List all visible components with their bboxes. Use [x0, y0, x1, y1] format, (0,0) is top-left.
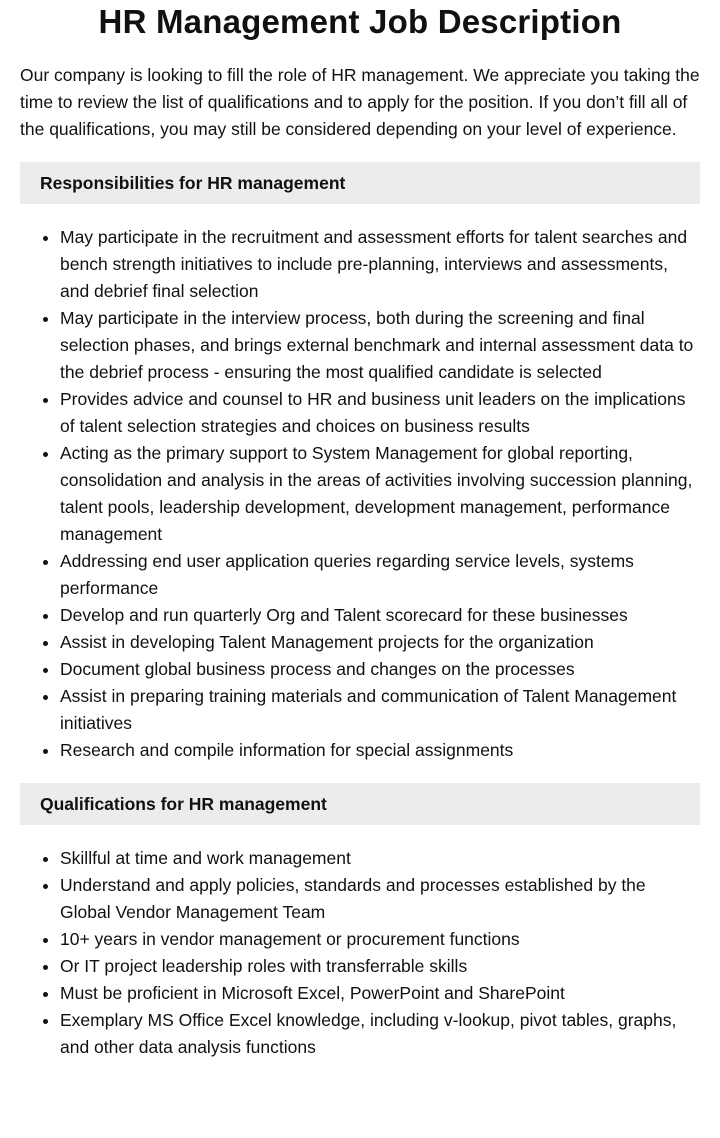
qualifications-heading: Qualifications for HR management	[20, 783, 700, 825]
list-item: • Skillful at time and work management	[60, 845, 700, 872]
list-item: • Assist in preparing training materials and communication of Talent Management initiatives	[60, 683, 700, 737]
list-item: • May participate in the recruitment and assessment efforts for talent searches and bench strength initiatives to include pre-planning, interviews and assessments, and debrief final selection	[60, 224, 700, 305]
list-item: • Must be proficient in Microsoft Excel, PowerPoint and SharePoint	[60, 980, 700, 1007]
qualifications-list	[20, 845, 700, 1061]
list-item: • Assist in developing Talent Management projects for the organization	[60, 629, 700, 656]
intro-paragraph: Our company is looking to fill the role of HR management. We appreciate you taking the time to review the list of qualifications and to apply for the position. If you don’t fill all of the qualifications, you may still be considered depending on your level of experience.	[20, 65, 700, 139]
list-item: • Exemplary MS Office Excel knowledge, including v-lookup, pivot tables, graphs, and other data analysis functions	[60, 1007, 700, 1061]
list-item: • Addressing end user application queries regarding service levels, systems performance	[60, 548, 700, 602]
list-item: • Document global business process and changes on the processes	[60, 656, 700, 683]
page-title: HR Management Job Description	[98, 3, 622, 40]
list-item: • Acting as the primary support to System Management for global reporting, consolidation and analysis in the areas of activities involving succession planning, talent pools, leadership development, development management, performance management	[60, 440, 700, 548]
list-item: • Or IT project leadership roles with transferrable skills	[60, 953, 700, 980]
list-item: • Understand and apply policies, standards and processes established by the Global Vendor Management Team	[60, 872, 700, 926]
list-item: • Research and compile information for special assignments	[60, 737, 700, 764]
responsibilities-list	[20, 224, 700, 764]
list-item: • Develop and run quarterly Org and Talent scorecard for these businesses	[60, 602, 700, 629]
responsibilities-heading: Responsibilities for HR management	[20, 162, 700, 204]
list-item: • 10+ years in vendor management or procurement functions	[60, 926, 700, 953]
list-item: • May participate in the interview process, both during the screening and final selection phases, and brings external benchmark and internal assessment data to the debrief process - ensuring the most qualified candidate is selected	[60, 305, 700, 386]
list-item: • Provides advice and counsel to HR and business unit leaders on the implications of talent selection strategies and choices on business results	[60, 386, 700, 440]
